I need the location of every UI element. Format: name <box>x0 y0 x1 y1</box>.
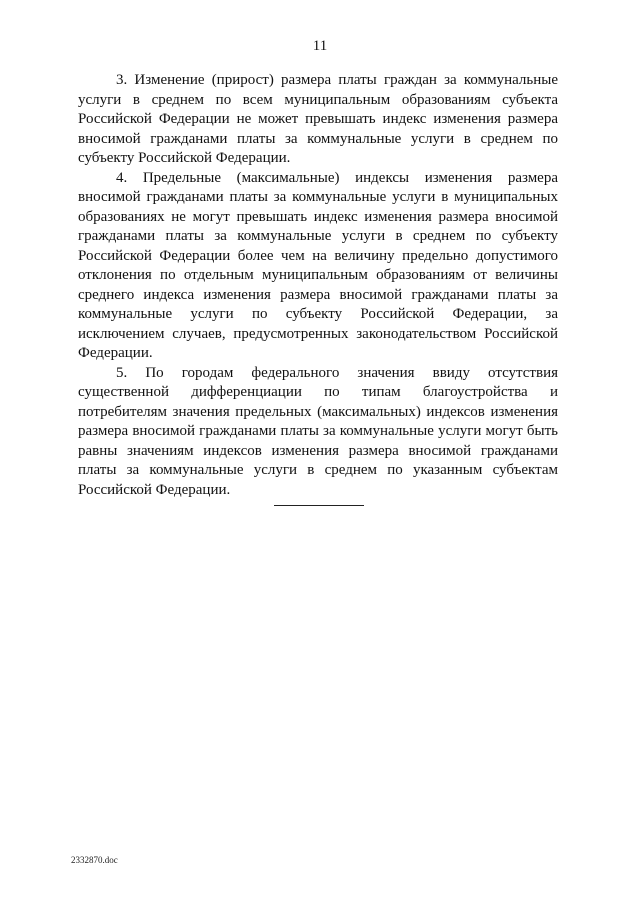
file-reference: 2332870.doc <box>71 855 118 865</box>
page-number: 11 <box>312 38 328 54</box>
paragraph-5: 5. По городам федерального значения ввиду отсутствия существенной дифференциации по типам благоустройства и потребителям значения предельных (максимальных) индексов изменения размера вносимой гражданами платы за коммунальные услуги могут быть равны значениям индексов изменения размера вносимой гражданами платы за коммунальные услуги в среднем по указанным субъектам Российской Федерации. <box>78 364 558 498</box>
end-separator-line <box>274 505 364 506</box>
paragraph-3: 3. Изменение (прирост) размера платы граждан за коммунальные услуги в среднем по всем муниципальным образованиям субъекта Российской Федерации не может превышать индекс изменения размера вносимой гражданами платы за коммунальные услуги в среднем по субъекту Российской Федерации. <box>78 72 558 166</box>
document-body <box>78 71 558 500</box>
paragraph-4: 4. Предельные (максимальные) индексы изменения размера вносимой гражданами платы за коммунальные услуги в муниципальных образованиях не могут превышать индекс изменения размера вносимой гражданами платы за коммунальные услуги в среднем по субъекту Российской Федерации более чем на величину предельно допустимого отклонения по отдельным муниципальным образованиям от величины среднего индекса изменения размера вносимой гражданами платы за коммунальные услуги по субъекту Российской Федерации, за исключением случаев, предусмотренных законодательством Российской Федерации. <box>78 169 558 361</box>
